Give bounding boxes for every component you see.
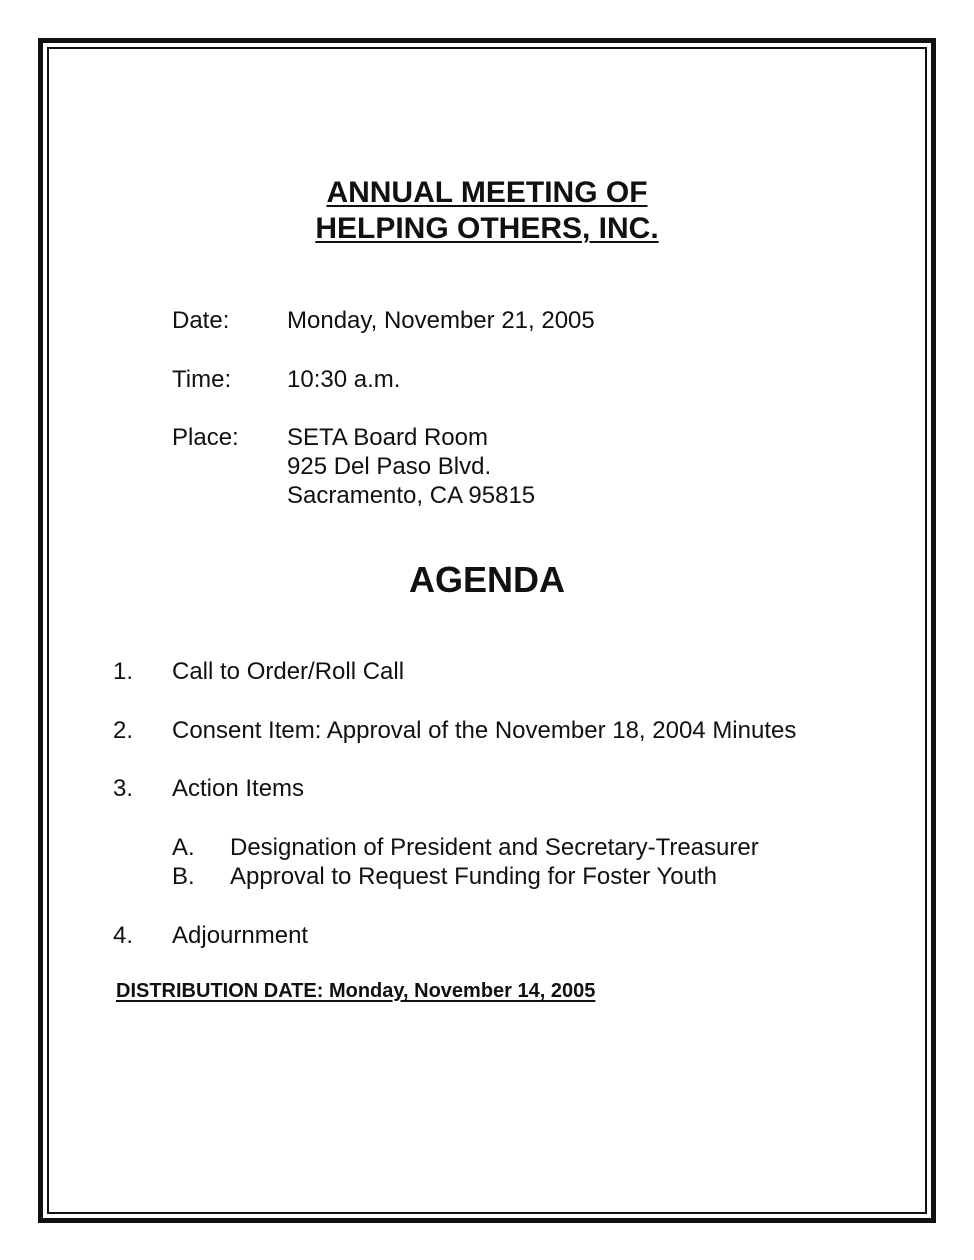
date-label: Date: bbox=[172, 307, 230, 334]
agenda-item-number: 2. bbox=[113, 717, 134, 744]
agenda-item-text: Call to Order/Roll Call bbox=[172, 658, 405, 685]
place-line-3: Sacramento, CA 95815 bbox=[287, 482, 536, 509]
date-value: Monday, November 21, 2005 bbox=[287, 307, 595, 334]
time-label: Time: bbox=[172, 366, 232, 393]
agenda-subitem-text: Approval to Request Funding for Foster Youth bbox=[230, 863, 717, 890]
place-label: Place: bbox=[172, 424, 239, 451]
agenda-item-text: Adjournment bbox=[172, 922, 309, 949]
agenda-item-number: 1. bbox=[113, 658, 134, 685]
title-line-1: ANNUAL MEETING OF bbox=[326, 176, 648, 209]
distribution-date: DISTRIBUTION DATE: Monday, November 14, 2005 bbox=[116, 980, 596, 1002]
title-line-2: HELPING OTHERS, INC. bbox=[315, 212, 659, 245]
place-line-1: SETA Board Room bbox=[287, 424, 488, 451]
agenda-item-number: 4. bbox=[113, 922, 134, 949]
agenda-subitem-letter: B. bbox=[172, 863, 195, 890]
time-value: 10:30 a.m. bbox=[287, 366, 401, 393]
agenda-item-text: Consent Item: Approval of the November 18, 2004 Minutes bbox=[172, 717, 797, 744]
agenda-subitem-letter: A. bbox=[172, 834, 195, 861]
place-line-2: 925 Del Paso Blvd. bbox=[287, 453, 492, 480]
agenda-item-number: 3. bbox=[113, 775, 134, 802]
agenda-item-text: Action Items bbox=[172, 775, 305, 802]
agenda-heading: AGENDA bbox=[408, 559, 565, 600]
agenda-subitem-text: Designation of President and Secretary-Treasurer bbox=[230, 834, 759, 861]
